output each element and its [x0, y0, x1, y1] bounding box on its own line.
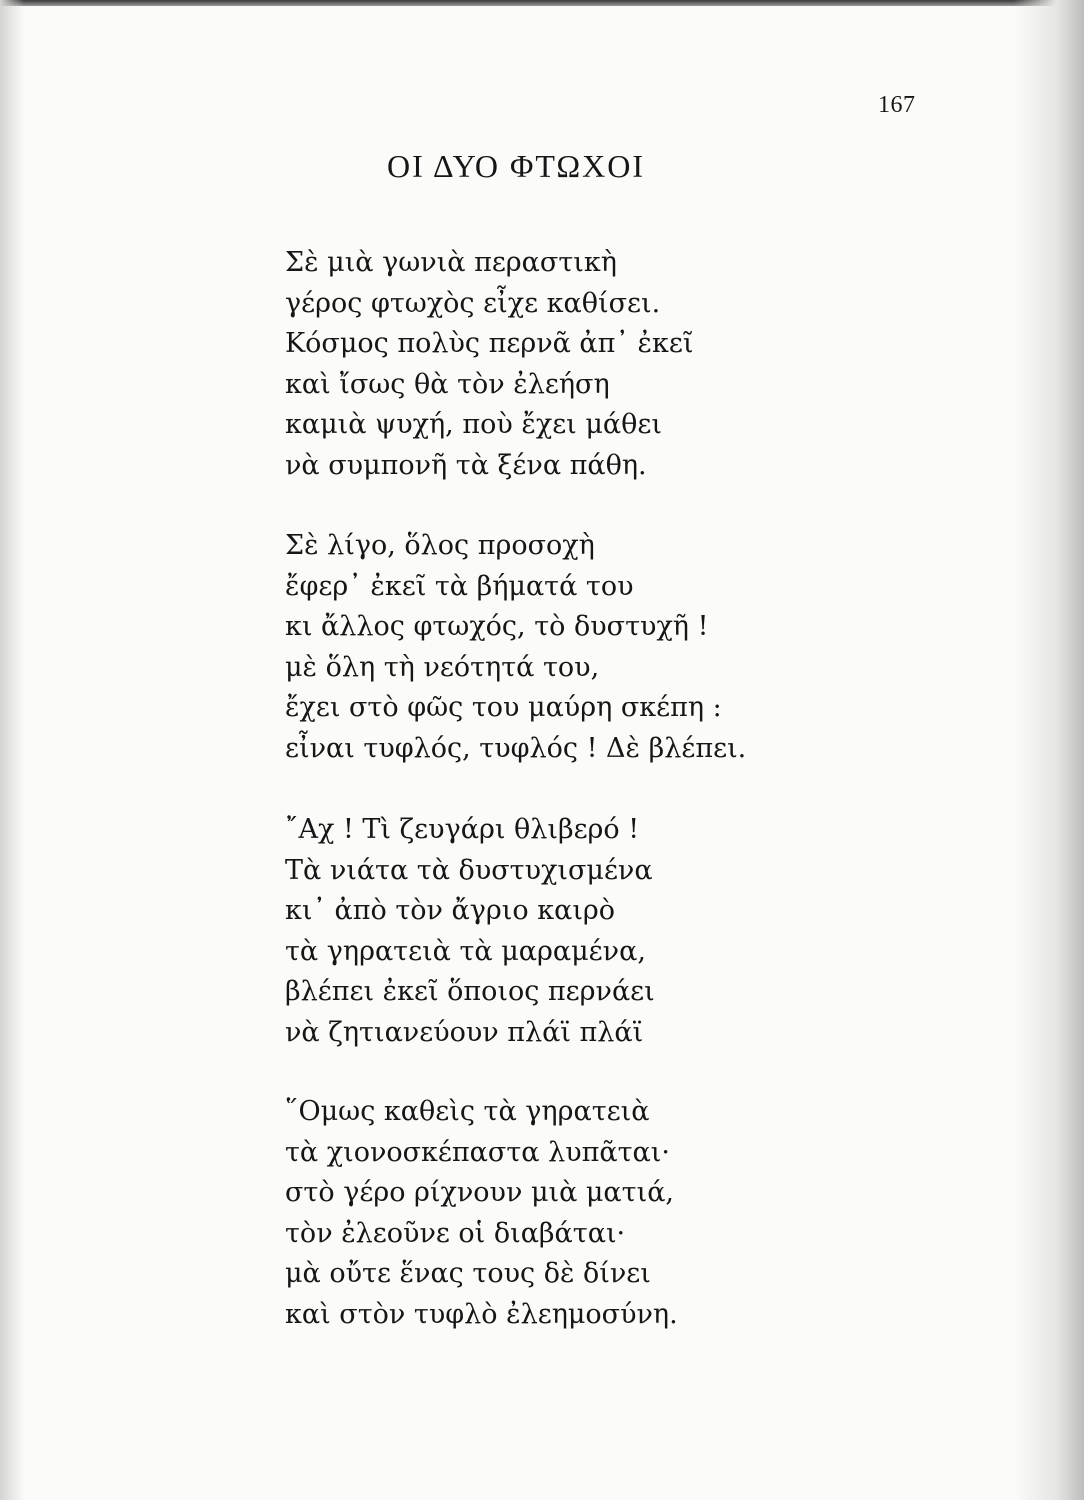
poem-line: γέρος φτωχὸς εἶχε καθίσει.: [285, 287, 661, 319]
scan-gutter-shadow: [1014, 0, 1084, 1500]
page-number: 167: [878, 92, 916, 118]
stanza-3: [285, 810, 655, 1053]
stanza-4: [285, 1092, 678, 1335]
scan-left-shadow: [0, 0, 24, 1500]
poem-line: τὰ χιονοσκέπαστα λυπᾶται·: [285, 1136, 670, 1168]
poem-line: μὰ οὔτε ἕνας τους δὲ δίνει: [285, 1258, 651, 1289]
poem-title: ΟΙ ΔΥΟ ΦΤΩΧΟΙ: [387, 148, 645, 184]
poem-line: νὰ συμπονῆ τὰ ξένα πάθη.: [285, 449, 647, 481]
poem-line: Σὲ λίγο, ὅλος προσοχὴ: [285, 530, 595, 561]
stanza-1: [285, 243, 693, 486]
poem-line: Σὲ μιὰ γωνιὰ περαστικὴ: [285, 247, 617, 278]
poem-line: ἔχει στὸ φῶς του μαύρη σκέπη :: [285, 692, 722, 723]
poem-line: καμιὰ ψυχή, ποὺ ἔχει μάθει: [285, 409, 662, 440]
poem-line: εἶναι τυφλός, τυφλός ! Δὲ βλέπει.: [285, 732, 747, 764]
poem-line: ἔφερ᾽ ἐκεῖ τὰ βήματά του: [285, 570, 634, 602]
poem-line: Κόσμος πολὺς περνᾶ ἀπ᾽ ἐκεῖ: [285, 328, 694, 359]
poem-line: νὰ ζητιανεύουν πλάϊ πλάϊ: [285, 1016, 644, 1048]
poem-line: βλέπει ἐκεῖ ὅποιος περνάει: [285, 976, 655, 1007]
poem-line: μὲ ὅλη τὴ νεότητά του,: [285, 651, 600, 683]
poem-line: στὸ γέρο ρίχνουν μιὰ ματιά,: [285, 1177, 675, 1208]
poem-line: καὶ ἴσως θὰ τὸν ἐλεήση: [285, 368, 610, 400]
poem-line: κι᾽ ἀπὸ τὸν ἄγριο καιρὸ: [285, 895, 616, 926]
poem-line: τὸν ἐλεοῦνε οἱ διαβάται·: [285, 1217, 626, 1249]
stanza-2: [285, 526, 746, 769]
poem-line: κι ἄλλος φτωχός, τὸ δυστυχῆ !: [285, 611, 709, 642]
poem-line: Τὰ νιάτα τὰ δυστυχισμένα: [285, 854, 653, 886]
poem-line: καὶ στὸν τυφλὸ ἐλεημοσύνη.: [285, 1298, 678, 1330]
scan-top-edge: [0, 0, 1084, 6]
poem-line: ῎Αχ ! Τὶ ζευγάρι θλιβερό !: [285, 814, 640, 845]
poem-line: τὰ γηρατειὰ τὰ μαραμένα,: [285, 935, 646, 967]
poem-line: ῞Ομως καθεὶς τὰ γηρατειὰ: [285, 1096, 650, 1127]
